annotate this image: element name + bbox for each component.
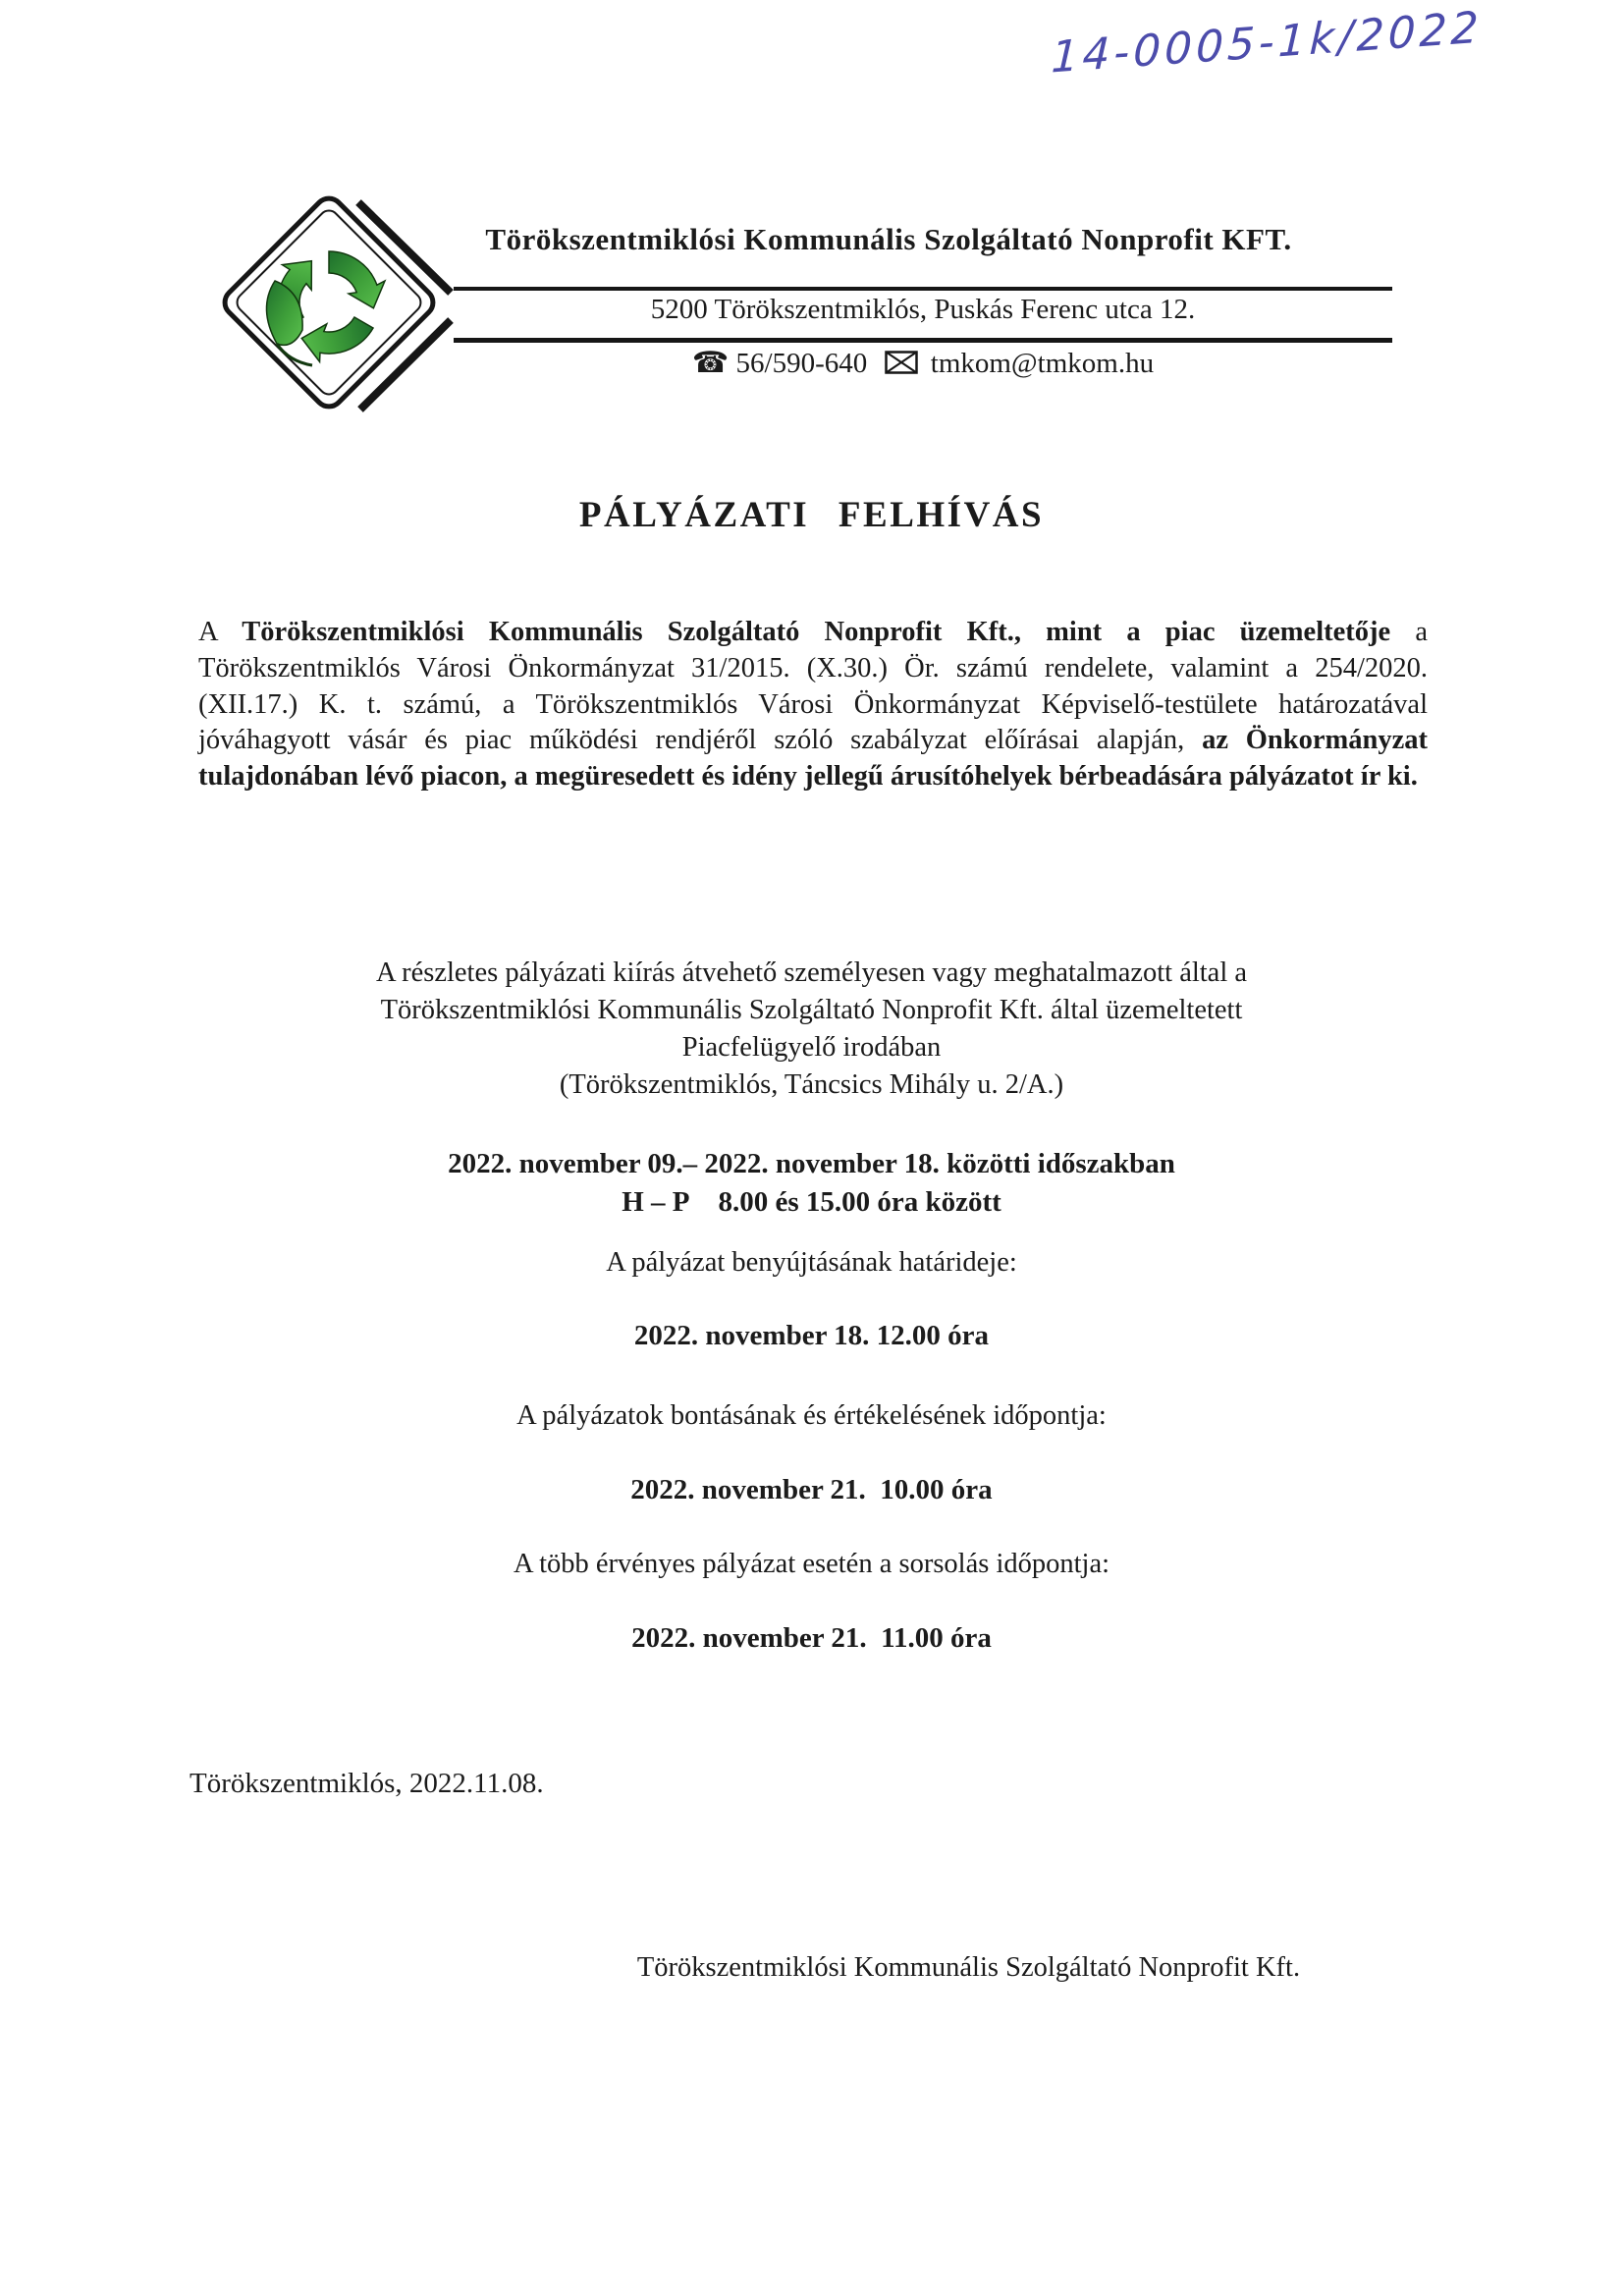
contact-line (454, 346, 1392, 380)
lottery-label: A több érvényes pályázat esetén a sorsolás időpontja: (513, 1549, 1110, 1579)
intro-seg-d: az Önkormányzat tulajdonában lévő piacon, a megüresedett és idény jellegű árusítóhelyek bérbeadására pályázatot ír ki. (198, 725, 1428, 793)
pickup-period (147, 1145, 1476, 1222)
company-address: 5200 Törökszentmiklós, Puskás Ferenc utca 12. (650, 294, 1196, 325)
intro-seg-b: Törökszentmiklósi Kommunális Szolgáltató Nonprofit Kft., mint a piac üzemeltetője (242, 617, 1391, 647)
place-date: Törökszentmiklós, 2022.11.08. (189, 1768, 544, 1799)
pickup-info (147, 955, 1476, 1104)
phone-number: 56/590-640 (735, 348, 868, 379)
submission-deadline-value: 2022. november 18. 12.00 óra (633, 1320, 990, 1351)
company-name: Törökszentmiklósi Kommunális Szolgáltató Nonprofit KFT. (485, 222, 1292, 256)
pickup-line-2: Törökszentmiklósi Kommunális Szolgáltató Nonprofit Kft. által üzemeltetett (380, 995, 1243, 1025)
submission-deadline-label: A pályázat benyújtásának határideje: (606, 1247, 1017, 1278)
letterhead-rule-top (454, 287, 1392, 291)
intro-seg-c: a Törökszentmiklós Városi Önkormányzat 31/2015. (X.30.) Ör. számú rendelete, valamint a 254/2020. (XII.17.) K. t. számú, a Törökszentmiklós Városi Önkormányzat Képviselő-testülete határozatával jóváhagyott vásár és piac működési rendjéről szóló szabályzat előírásai alapján, (198, 617, 1428, 756)
pickup-line-4: (Törökszentmiklós, Táncsics Mihály u. 2/A.) (559, 1069, 1064, 1100)
pickup-period-line-2: H – P 8.00 és 15.00 óra között (622, 1186, 1001, 1218)
pickup-line-3: Piacfelügyelő irodában (681, 1032, 942, 1063)
pickup-period-line-1: 2022. november 09.– 2022. november 18. közötti időszakban (448, 1148, 1175, 1179)
company-logo (206, 183, 479, 430)
pickup-line-1: A részletes pályázati kiírás átvehető személyesen vagy meghatalmazott által a (375, 957, 1248, 988)
intro-seg-a: A (198, 617, 243, 647)
phone-icon: ☎ (691, 346, 730, 380)
signature-company: Törökszentmiklósi Kommunális Szolgáltató Nonprofit Kft. (636, 1952, 1301, 1983)
envelope-icon (885, 351, 918, 374)
email-address: tmkom@tmkom.hu (930, 348, 1155, 379)
opening-evaluation-value: 2022. november 21. 10.00 óra (630, 1474, 993, 1505)
handwritten-note: 14-0005-1k/2022 (1050, 2, 1484, 83)
intro-paragraph (198, 615, 1428, 795)
logo-diamond-outline (219, 192, 438, 411)
letterhead-rule-bottom (454, 338, 1392, 343)
lottery-value: 2022. november 21. 11.00 óra (631, 1622, 992, 1654)
document-title: PÁLYÁZATI FELHÍVÁS (578, 495, 1045, 535)
opening-evaluation-label: A pályázatok bontásának és értékelésének időpontja: (516, 1400, 1107, 1431)
